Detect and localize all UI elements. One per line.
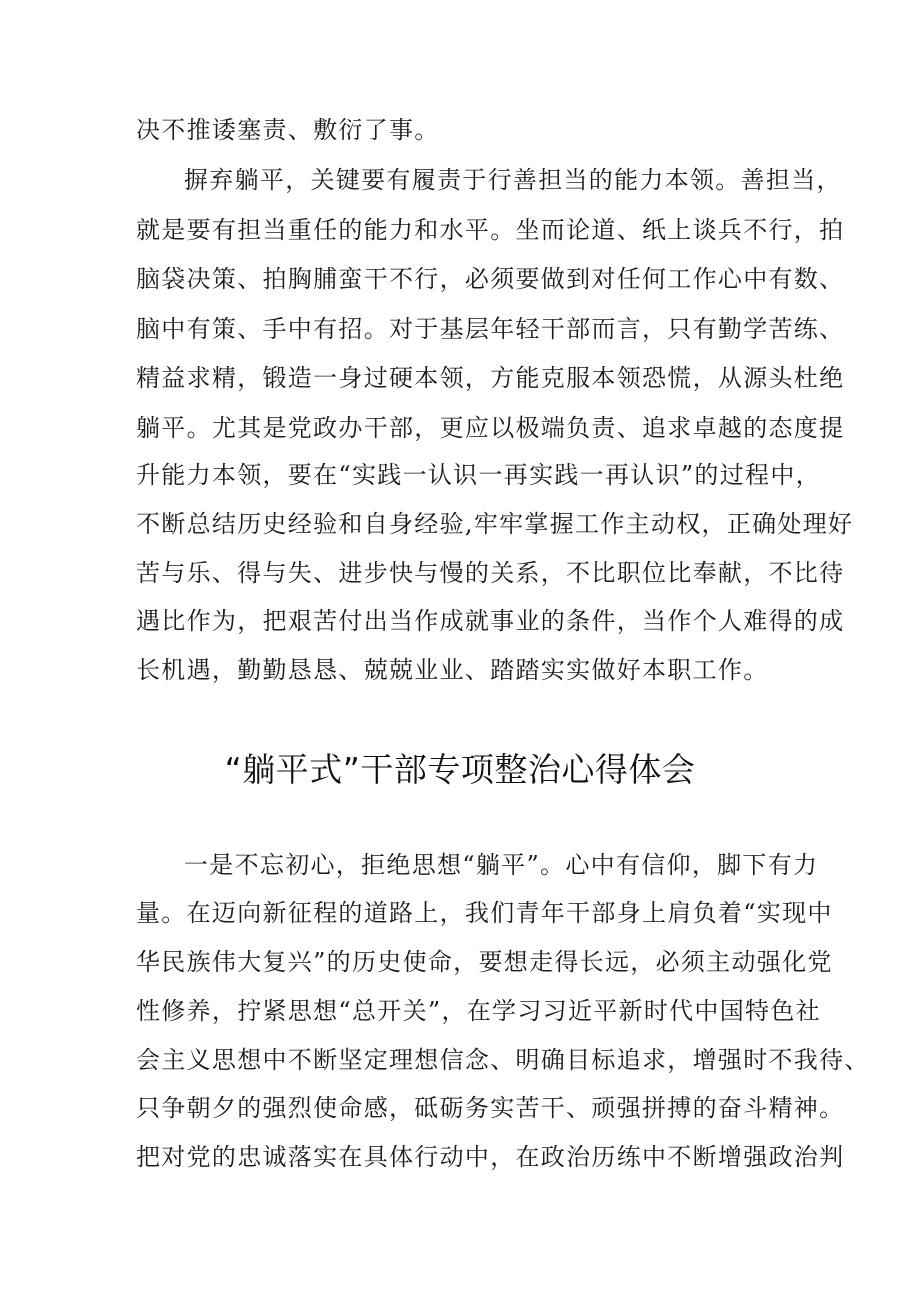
paragraph-line: 摒弃躺平，关键要有履责于行善担当的能力本领。善担当， — [184, 166, 842, 194]
paragraph-line: 华民族伟大复兴”的历史使命，要想走得长远，必须主动强化党 — [136, 948, 833, 976]
paragraph-line: 躺平。尤其是党政办干部，更应以极端负责、追求卓越的态度提 — [136, 414, 845, 442]
paragraph-line: 长机遇，勤勤恳恳、兢兢业业、踏踏实实做好本职工作。 — [136, 656, 769, 684]
paragraph-line: 就是要有担当重任的能力和水平。坐而论道、纸上谈兵不行，拍 — [136, 216, 845, 244]
paragraph-line: 只争朝夕的强烈使命感，砥砺务实苦干、顽强拼搏的奋斗精神。 — [136, 1094, 845, 1122]
paragraph-line: 把对党的忠诚落实在具体行动中，在政治历练中不断增强政治判 — [136, 1143, 845, 1171]
paragraph-line: 一是不忘初心，拒绝思想“躺平”。心中有信仰，脚下有力 — [184, 851, 819, 879]
paragraph-line: 遇比作为，把艰苦付出当作成就事业的条件，当作个人难得的成 — [136, 607, 845, 635]
paragraph-line: 精益求精，锻造一身过硬本领，方能克服本领恐慌，从源头杜绝 — [136, 364, 845, 392]
paragraph-line: 升能力本领，要在“实践一认识一再实践一再认识”的过程中， — [136, 461, 821, 489]
paragraph-line: 决不推诿塞责、敷衍了事。 — [136, 116, 440, 144]
paragraph-line: 脑中有策、手中有招。对于基层年轻干部而言，只有勤学苦练、 — [136, 315, 845, 343]
article-title: “躺平式”干部专项整治心得体会 — [224, 750, 696, 789]
paragraph-line: 苦与乐、得与失、进步快与慢的关系，不比职位比奉献，不比待 — [136, 559, 845, 587]
paragraph-line: 脑袋决策、拍胸脯蛮干不行，必须要做到对任何工作心中有数、 — [136, 265, 845, 293]
paragraph-line: 性修养，拧紧思想“总开关”，在学习习近平新时代中国特色社 — [136, 997, 821, 1025]
paragraph-line: 不断总结历史经验和自身经验,牢牢掌握工作主动权，正确处理好 — [136, 510, 854, 538]
paragraph-line: 量。在迈向新征程的道路上，我们青年干部身上肩负着“实现中 — [136, 899, 833, 927]
paragraph-line: 会主义思想中不断坚定理想信念、明确目标追求，增强时不我待、 — [136, 1046, 870, 1074]
